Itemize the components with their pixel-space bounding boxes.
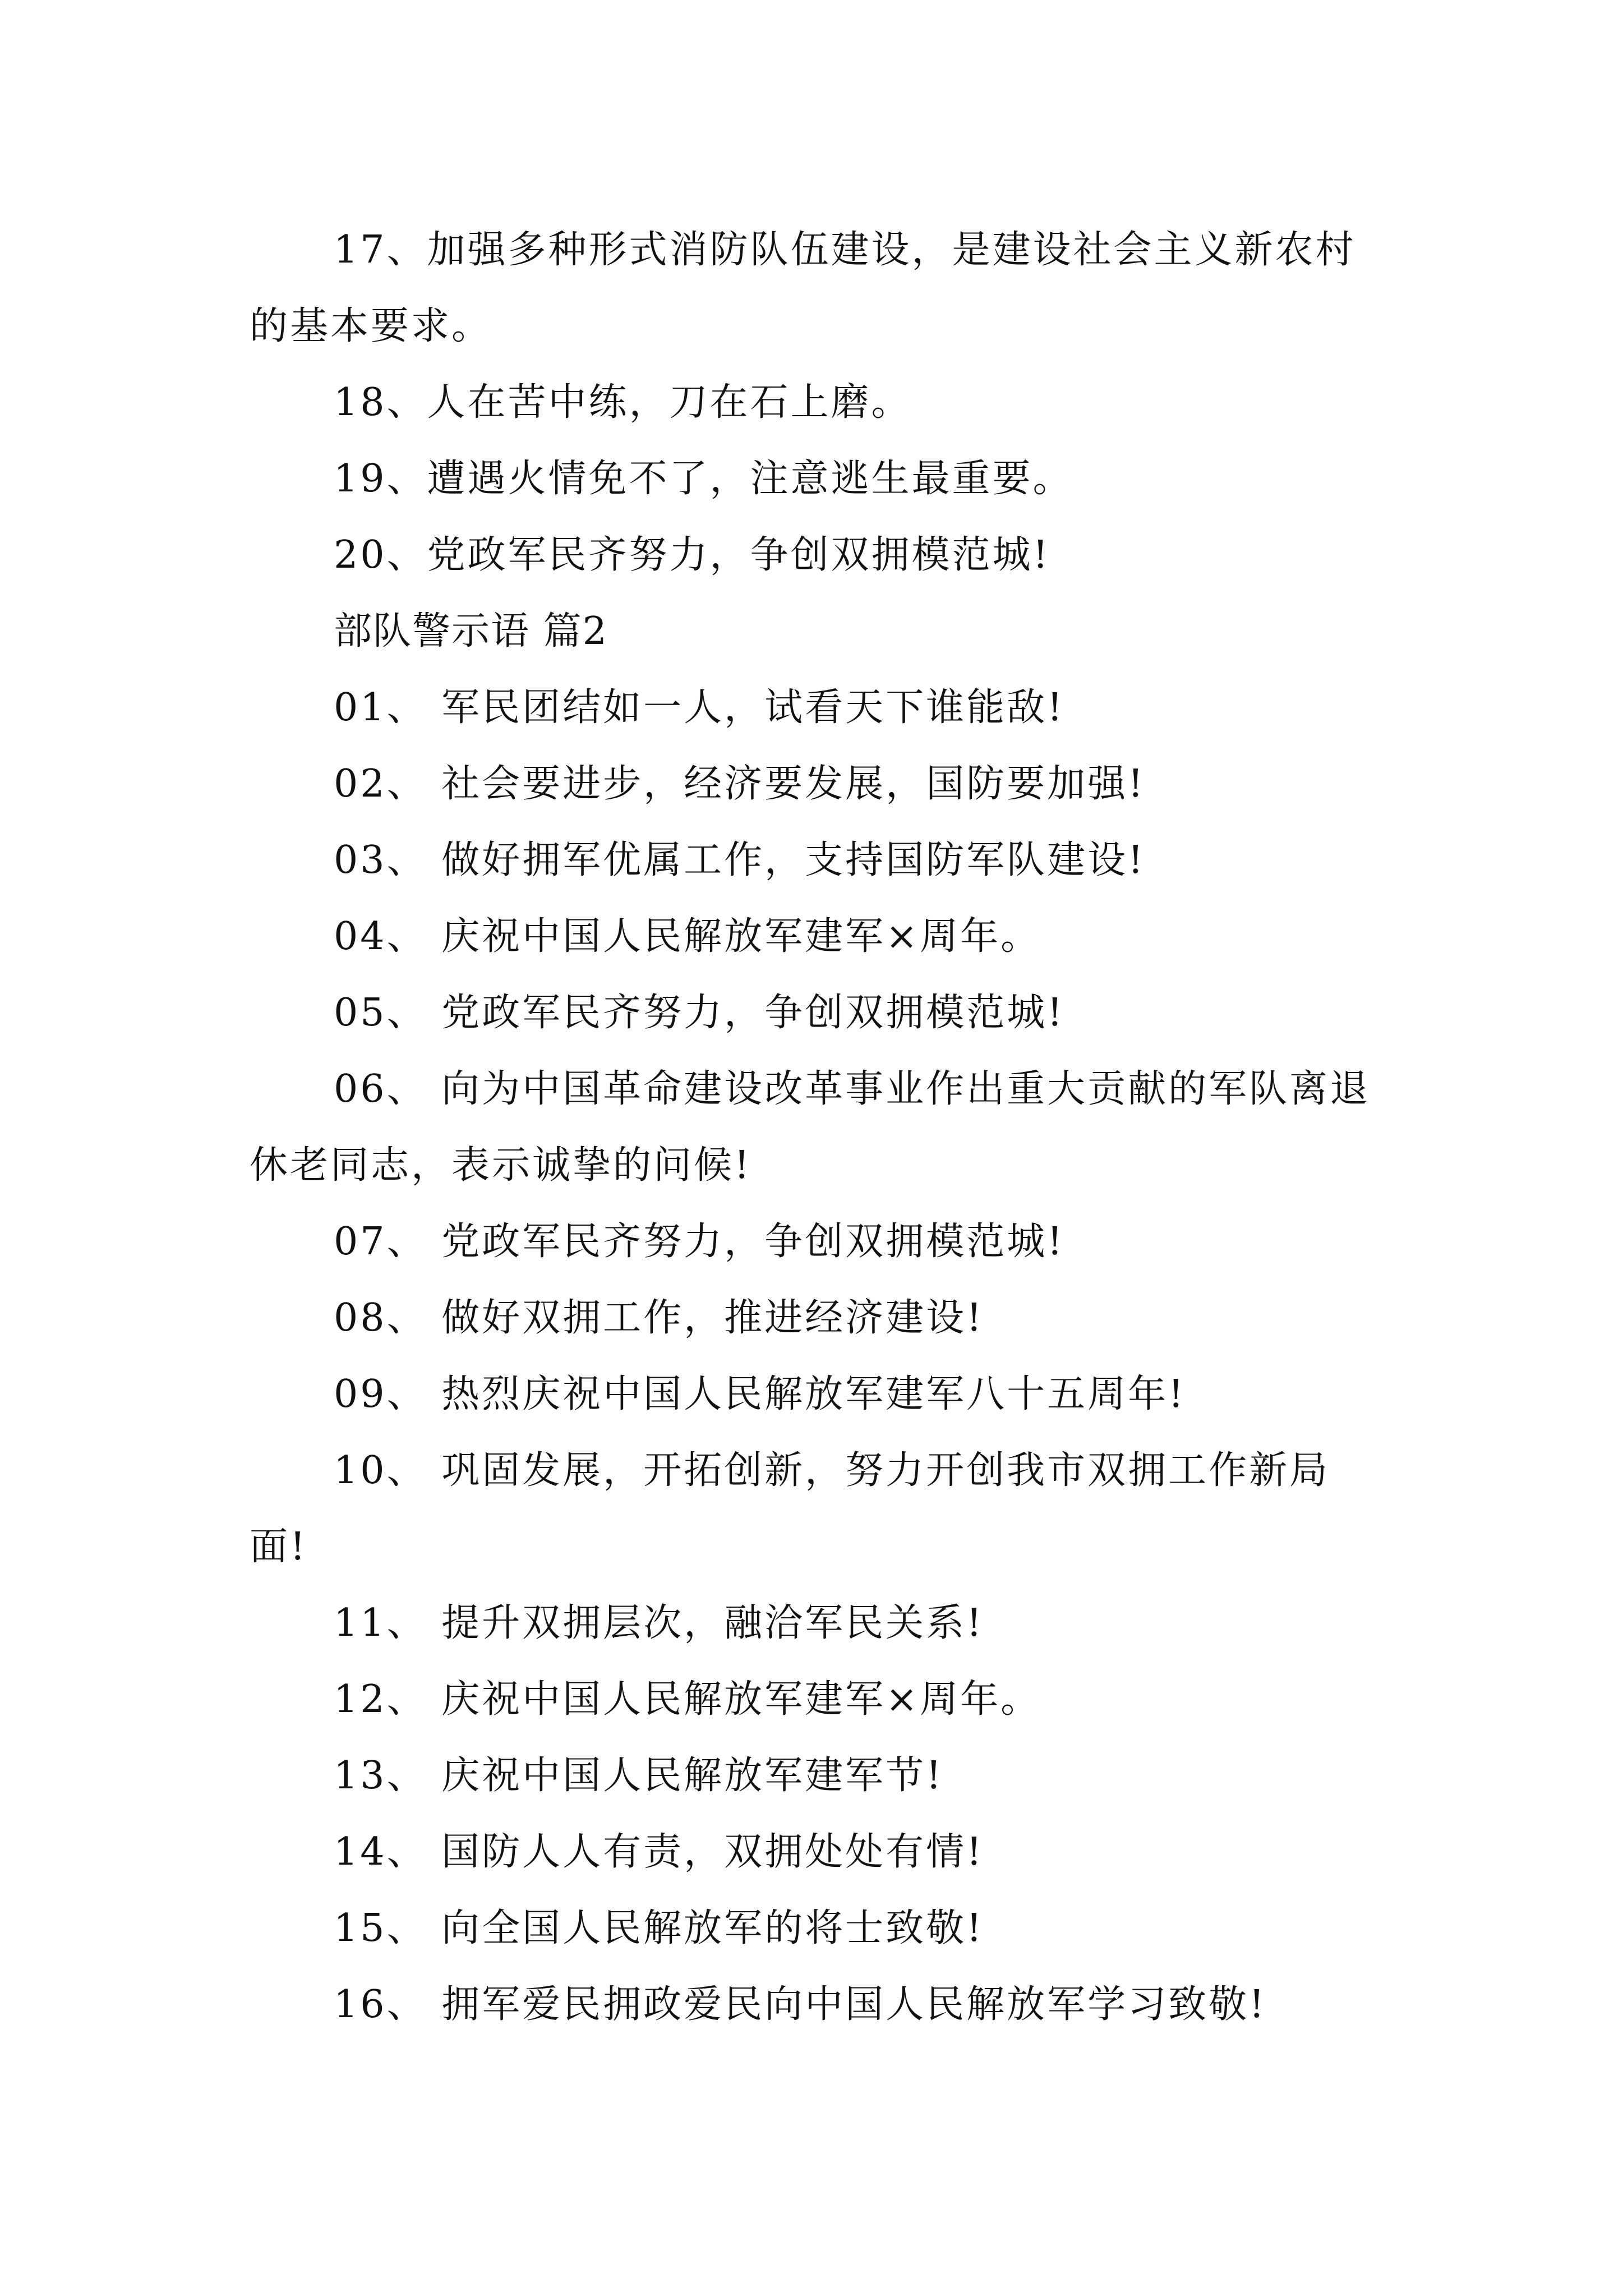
paragraph-17: 17、加强多种形式消防队伍建设，是建设社会主义新农村的基本要求。	[250, 228, 1356, 348]
paragraph-16: 16、 拥军爱民拥政爱民向中国人民解放军学习致敬!	[334, 1982, 1267, 2027]
paragraph-18: 18、人在苦中练，刀在石上磨。	[334, 380, 912, 425]
paragraph-09: 09、 热烈庆祝中国人民解放军建军八十五周年!	[334, 1372, 1186, 1416]
paragraph-13: 13、 庆祝中国人民解放军建军节!	[334, 1754, 944, 1798]
paragraph-08: 08、 做好双拥工作，推进经济建设!	[334, 1296, 984, 1340]
paragraph-07: 07、 党政军民齐努力，争创双拥模范城!	[334, 1220, 1065, 1264]
paragraph-11: 11、 提升双拥层次，融洽军民关系!	[334, 1601, 984, 1645]
paragraph-03: 03、 做好拥军优属工作，支持国防军队建设!	[334, 838, 1146, 882]
paragraph-06: 06、 向为中国革命建设改革事业作出重大贡献的军队离退休老同志，表示诚挚的问候!	[250, 1067, 1371, 1188]
document-body	[250, 212, 1377, 2043]
section-heading: 部队警示语 篇2	[334, 609, 608, 654]
paragraph-12: 12、 庆祝中国人民解放军建军×周年。	[334, 1677, 1041, 1722]
paragraph-10: 10、 巩固发展，开拓创新，努力开创我市双拥工作新局面!	[250, 1448, 1330, 1569]
paragraph-05: 05、 党政军民齐努力，争创双拥模范城!	[334, 991, 1065, 1035]
paragraph-14: 14、 国防人人有责，双拥处处有情!	[334, 1830, 984, 1874]
paragraph-15: 15、 向全国人民解放军的将士致敬!	[334, 1906, 984, 1950]
paragraph-20: 20、党政军民齐努力，争创双拥模范城!	[334, 533, 1050, 577]
paragraph-04: 04、 庆祝中国人民解放军建军×周年。	[334, 914, 1041, 959]
paragraph-19: 19、遭遇火情免不了，注意逃生最重要。	[334, 457, 1073, 501]
paragraph-01: 01、 军民团结如一人，试看天下谁能敌!	[334, 685, 1065, 730]
paragraph-02: 02、 社会要进步，经济要发展，国防要加强!	[334, 762, 1146, 806]
